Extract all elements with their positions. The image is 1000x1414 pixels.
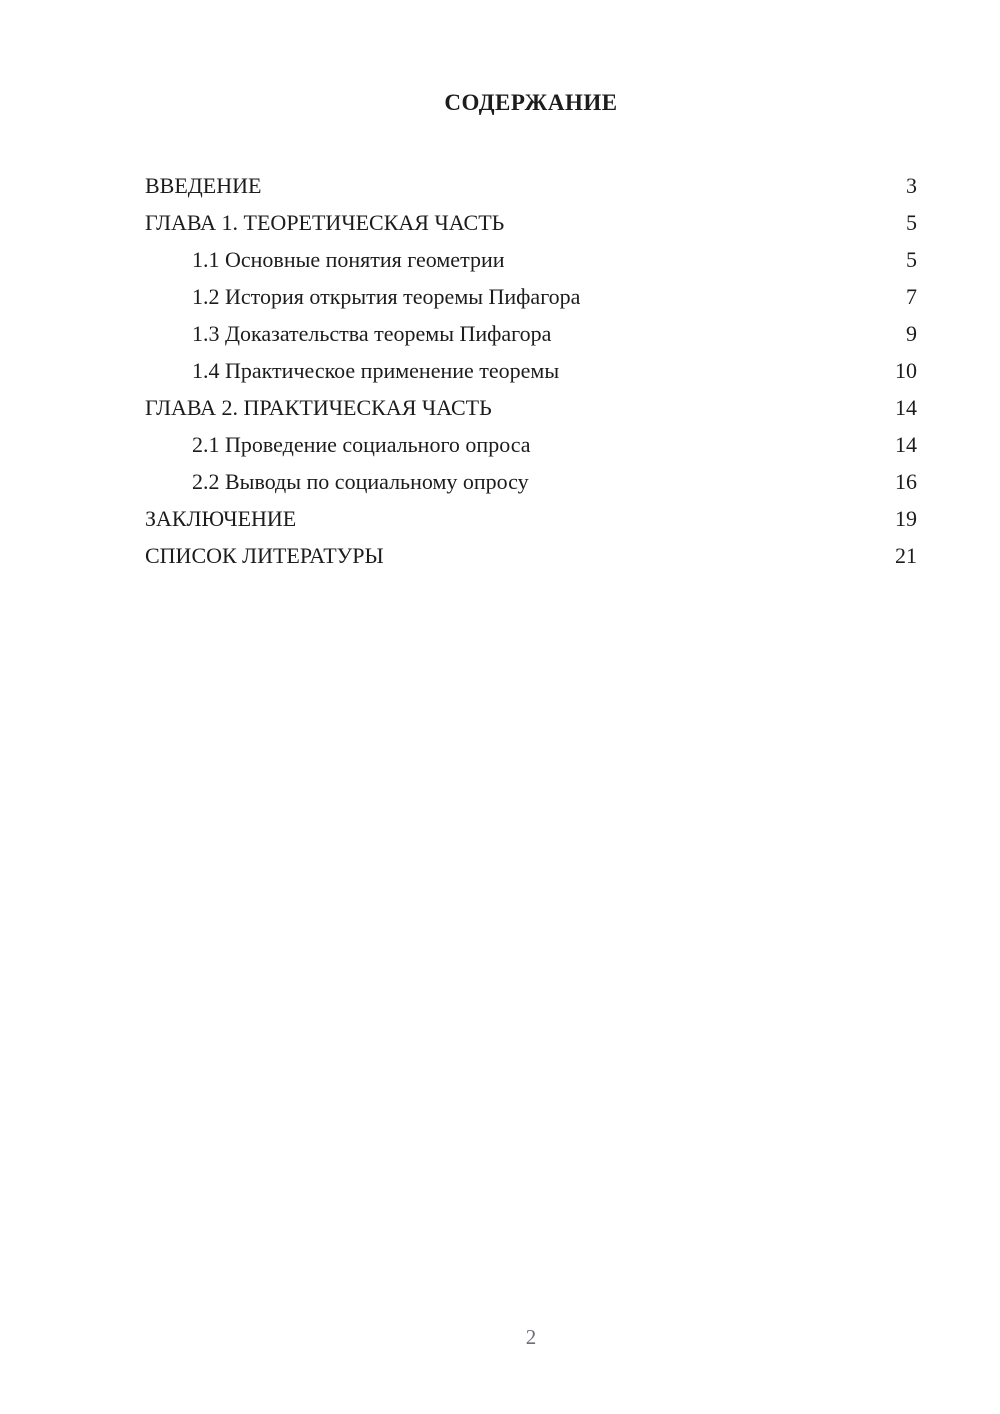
toc-entry [145, 167, 917, 204]
toc-entry-label: ГЛАВА 1. ТЕОРЕТИЧЕСКАЯ ЧАСТЬ [145, 210, 505, 235]
toc-entry [145, 389, 917, 426]
toc-entry-label: ВВЕДЕНИЕ [145, 173, 262, 198]
page-title: СОДЕРЖАНИЕ [444, 90, 618, 115]
toc-entry [145, 241, 917, 278]
toc-entry [145, 352, 917, 389]
table-of-contents [145, 167, 917, 574]
toc-entry-page-number: 5 [906, 210, 917, 235]
toc-entry [145, 204, 917, 241]
toc-entry-page-number: 5 [906, 247, 917, 272]
toc-entry-page-number: 10 [895, 358, 917, 383]
toc-entry [145, 537, 917, 574]
toc-entry [145, 500, 917, 537]
toc-entry-page-number: 19 [895, 506, 917, 531]
toc-entry-label: СПИСОК ЛИТЕРАТУРЫ [145, 543, 384, 568]
toc-entry-label: 1.4 Практическое применение теоремы [192, 358, 560, 383]
toc-entry [145, 315, 917, 352]
toc-entry-label: 2.2 Выводы по социальному опросу [192, 469, 529, 494]
toc-entry-page-number: 3 [906, 173, 917, 198]
toc-entry-page-number: 14 [895, 395, 917, 420]
toc-entry-page-number: 7 [906, 284, 917, 309]
toc-entry-page-number: 16 [895, 469, 917, 494]
toc-entry [145, 463, 917, 500]
toc-entry-page-number: 21 [895, 543, 917, 568]
toc-entry-label: 1.1 Основные понятия геометрии [192, 247, 505, 272]
toc-entry [145, 278, 917, 315]
toc-entry-page-number: 14 [895, 432, 917, 457]
toc-entry-page-number: 9 [906, 321, 917, 346]
footer-page-number: 2 [525, 1325, 537, 1349]
toc-entry-label: 1.2 История открытия теоремы Пифагора [192, 284, 581, 309]
toc-entry-label: 2.1 Проведение социального опроса [192, 432, 531, 457]
toc-entry-label: 1.3 Доказательства теоремы Пифагора [192, 321, 552, 346]
toc-entry-label: ГЛАВА 2. ПРАКТИЧЕСКАЯ ЧАСТЬ [145, 395, 492, 420]
toc-entry [145, 426, 917, 463]
toc-entry-label: ЗАКЛЮЧЕНИЕ [145, 506, 297, 531]
page-content [145, 0, 917, 574]
